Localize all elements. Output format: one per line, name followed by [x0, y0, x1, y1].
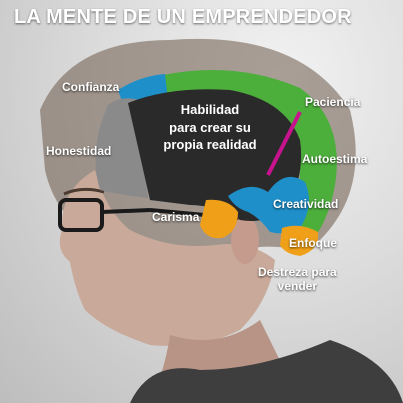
label-destreza: Destreza para vender	[258, 265, 337, 294]
label-creatividad: Creatividad	[273, 197, 339, 211]
label-paciencia: Paciencia	[305, 95, 361, 109]
label-honestidad: Honestidad	[46, 144, 112, 158]
label-autoestima: Autoestima	[302, 152, 368, 166]
label-confianza: Confianza	[62, 80, 120, 94]
label-enfoque: Enfoque	[289, 236, 337, 250]
core-label: Habilidad para crear su propia realidad	[163, 102, 257, 153]
page-title: LA MENTE DE UN EMPRENDEDOR	[14, 6, 352, 28]
label-carisma: Carisma	[152, 210, 200, 224]
